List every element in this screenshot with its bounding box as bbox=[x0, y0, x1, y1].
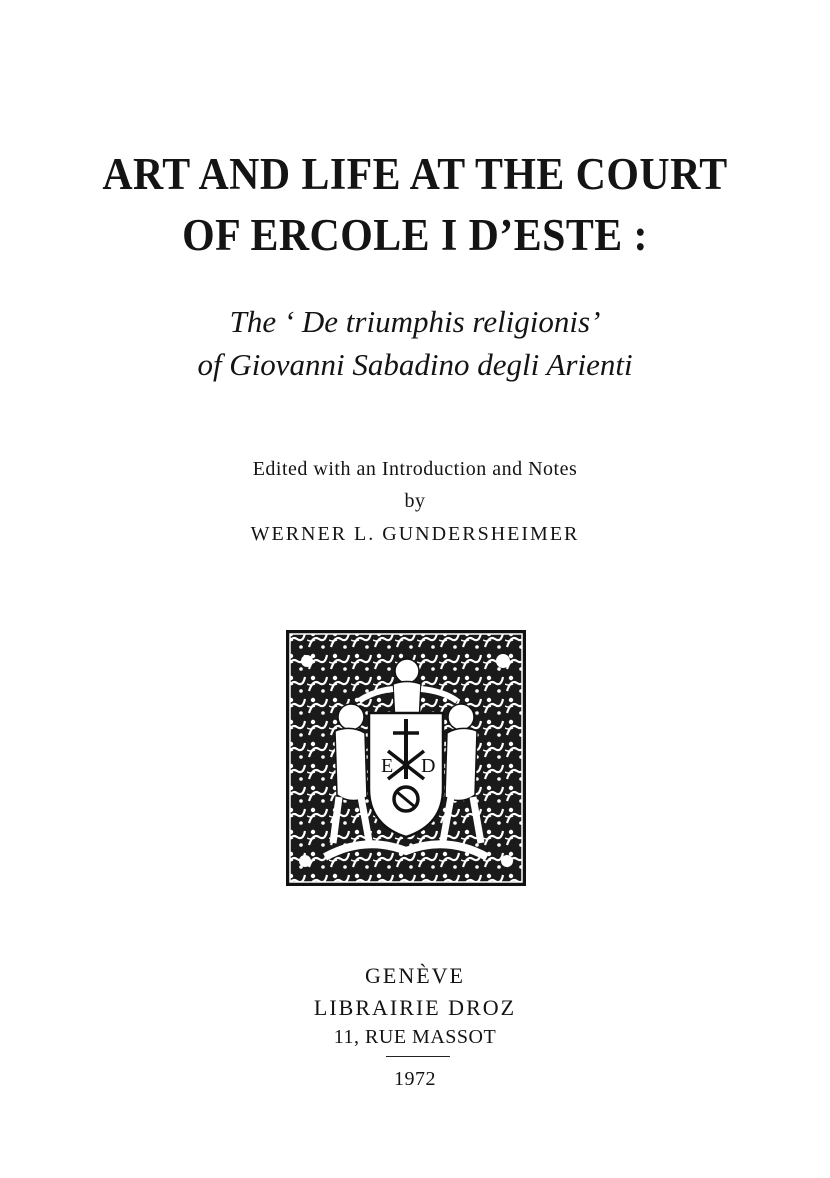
book-title-line-2: OF ERCOLE I D’ESTE : bbox=[182, 210, 648, 260]
subtitle-line-1: The ‘ De triumphis religionis’ bbox=[229, 304, 601, 339]
publication-year: 1972 bbox=[394, 1068, 436, 1090]
subtitle-line-2: of Giovanni Sabadino degli Arienti bbox=[197, 347, 633, 382]
monogram-letter-e: E bbox=[381, 755, 394, 777]
book-title-line-1: ART AND LIFE AT THE COURT bbox=[102, 149, 728, 199]
shield-with-monogram bbox=[369, 713, 443, 837]
editor-name: WERNER L. GUNDERSHEIMER bbox=[250, 523, 580, 545]
printers-device-emblem bbox=[285, 629, 527, 887]
publisher-address: 11, RUE MASSOT bbox=[333, 1026, 497, 1048]
emblem-corner-ornament bbox=[299, 855, 311, 867]
divider-rule bbox=[386, 1056, 450, 1057]
emblem-corner-ornament bbox=[301, 655, 313, 667]
by-label: by bbox=[404, 490, 426, 512]
publisher-name: LIBRAIRIE DROZ bbox=[313, 995, 517, 1020]
emblem-owl-ornament bbox=[496, 654, 510, 668]
editor-credit: Edited with an Introduction and Notes bbox=[252, 458, 578, 480]
monogram-letter-d: D bbox=[421, 755, 436, 777]
emblem-corner-ornament bbox=[501, 855, 513, 867]
publisher-city: GENÈVE bbox=[365, 963, 465, 988]
